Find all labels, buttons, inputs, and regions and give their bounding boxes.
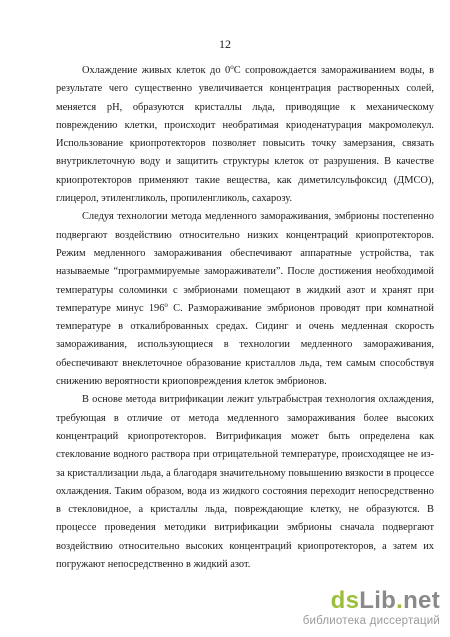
page-number: 12 bbox=[219, 37, 231, 51]
dslib-logo bbox=[264, 588, 440, 614]
logo-dot: . bbox=[396, 587, 404, 614]
paragraph-2-text-start: Следуя технологии метода медленного замораживания, эмбрионы постепенно подвергают воздействию относительно низких концентраций криопротекторов. Режим медленного замораживания обеспечивают аппаратные устройства, так называемые “программируемые замораживатели”. После достижения необходимой температуры соломинки с эмбрионами помещают в жидкий азот и хранят при температуре минус 196 bbox=[56, 211, 434, 314]
watermark-tagline: библиотека диссертаций bbox=[302, 615, 440, 627]
document-body bbox=[56, 62, 434, 574]
paragraph-3-text: В основе метода витрификации лежит ультрабыстрая технология охлаждения, требующая в отличие от метода медленного замораживания более высоких концентраций криопротекторов. Витрификация может быть определена как стеклование водного раствора при отрицательной температуре, происходящее не из-за кристаллизации льда, а благодаря значительному повышению вязкости в процессе охлаждения. Таким образом, вода из жидкого состояния переходит непосредственно в стекловидное, а кристаллы льда, повреждающие клетку, не образуются. В процессе проведения методики витрификации эмбрионы сначала подвергают воздействию относительно высоких концентраций криопротекторов, а затем их погружают непосредственно в жидкий азот. bbox=[56, 394, 434, 571]
logo-lib: Lib bbox=[359, 587, 397, 614]
paragraph-1-text-end: С сопровождается замораживанием воды, в результате чего существенно увеличивается концентрация растворенных солей, меняется pH, образуются кристаллы льда, приводящие к механическому повреждению клетки, происходит необратимая криоденатурация макромолекул. Использование криопротекторов позволяет повысить точку замерзания, связать внутриклеточную воду и защитить структуры клеток от разрушения. В качестве криопротекторов применяют такие вещества, как диметилсульфоксид (ДМСО), глицерол, этиленгликоль, пропиленгликоль, сахарозу. bbox=[56, 65, 434, 205]
logo-ds: ds bbox=[330, 587, 360, 614]
degree-superscript: о bbox=[164, 300, 168, 309]
dslib-watermark bbox=[264, 588, 440, 632]
paragraph-2-text-end: С. Размораживание эмбрионов проводят при комнатной температуре в откалиброванных средах. Сидинг и очень медленная скорость замораживания, использующиеся в технологии медленного замораживания, обеспечивают внеклеточное образование кристаллов льда, тем самым способствуя снижению вероятности криоповреждения клеток эмбрионов. bbox=[56, 302, 434, 388]
paragraph-3 bbox=[56, 391, 434, 574]
paragraph-1-text-start: Охлаждение живых клеток до 0 bbox=[82, 65, 231, 76]
logo-net: net bbox=[403, 587, 440, 614]
paragraph-2 bbox=[56, 208, 434, 391]
degree-superscript: о bbox=[230, 63, 234, 71]
paragraph-1 bbox=[56, 62, 434, 208]
